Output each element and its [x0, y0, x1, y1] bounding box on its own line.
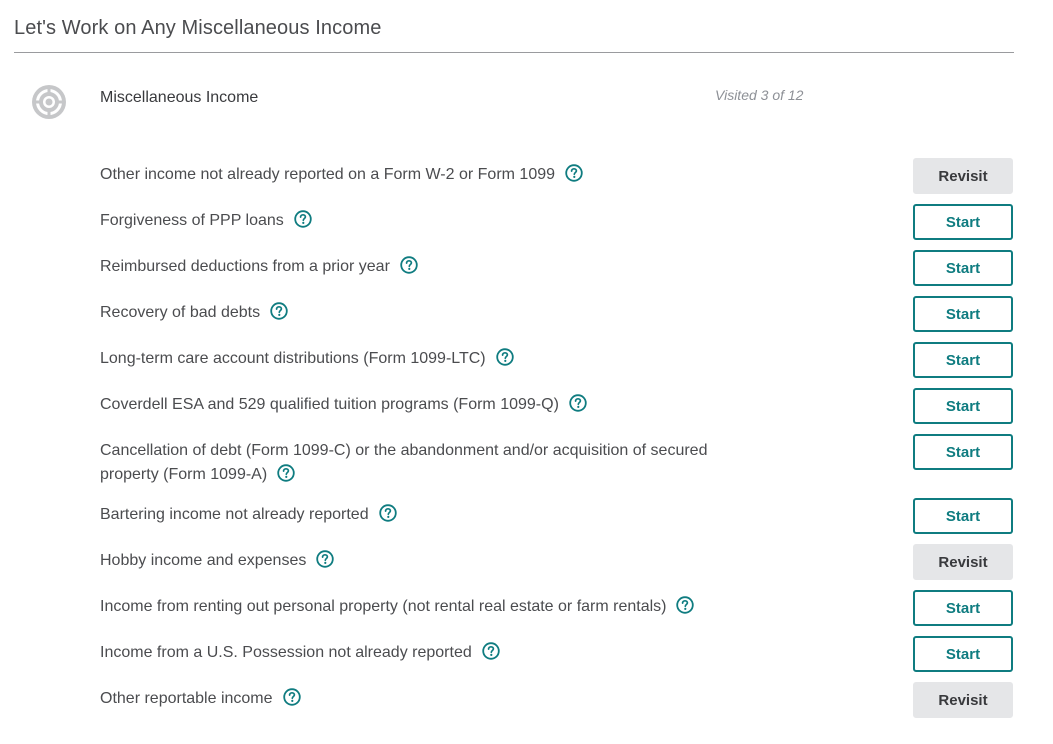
start-button[interactable]: Start: [913, 636, 1013, 672]
revisit-button[interactable]: Revisit: [913, 682, 1013, 718]
revisit-button[interactable]: Revisit: [913, 158, 1013, 194]
income-item-label: [100, 209, 740, 233]
income-item-text: Cancellation of debt (Form 1099-C) or the abandonment and/or acquisition of secured: [100, 442, 708, 459]
question-circle-icon[interactable]: [496, 348, 514, 366]
income-item-text: Reimbursed deductions from a prior year: [100, 258, 390, 275]
start-button[interactable]: Start: [913, 296, 1013, 332]
income-item-label: [100, 439, 740, 487]
income-item-label: [100, 549, 740, 573]
start-button[interactable]: Start: [913, 498, 1013, 534]
question-circle-icon[interactable]: [676, 596, 694, 614]
question-circle-icon[interactable]: [569, 394, 587, 412]
visited-progress: Visited 3 of 12: [715, 87, 804, 103]
income-item-label: [100, 163, 740, 187]
income-item-text: Hobby income and expenses: [100, 552, 307, 569]
income-item-label: [100, 641, 740, 665]
start-button[interactable]: Start: [913, 388, 1013, 424]
income-item-label: [100, 393, 740, 417]
income-item-text: Income from a U.S. Possession not already reported: [100, 644, 472, 661]
question-circle-icon[interactable]: [482, 642, 500, 660]
income-item-text: Forgiveness of PPP loans: [100, 212, 284, 229]
revisit-button[interactable]: Revisit: [913, 544, 1013, 580]
start-button[interactable]: Start: [913, 434, 1013, 470]
income-item-label: [100, 595, 740, 619]
question-circle-icon[interactable]: [379, 504, 397, 522]
income-item-text: Other income not already reported on a Form W-2 or Form 1099: [100, 166, 556, 183]
question-circle-icon[interactable]: [277, 464, 295, 482]
question-circle-icon[interactable]: [283, 688, 301, 706]
question-circle-icon[interactable]: [294, 210, 312, 228]
start-button[interactable]: Start: [913, 590, 1013, 626]
start-button[interactable]: Start: [913, 204, 1013, 240]
income-item-text: Other reportable income: [100, 690, 273, 707]
question-circle-icon[interactable]: [400, 256, 418, 274]
page-title: Let's Work on Any Miscellaneous Income: [14, 17, 382, 39]
income-item-label: [100, 255, 740, 279]
income-item-text-line2: property (Form 1099-A): [100, 466, 268, 483]
income-item-text: Long-term care account distributions (Form 1099-LTC): [100, 350, 486, 367]
start-button[interactable]: Start: [913, 342, 1013, 378]
coin-circle-icon: [31, 84, 67, 120]
question-circle-icon[interactable]: [270, 302, 288, 320]
income-item-text: Recovery of bad debts: [100, 304, 261, 321]
title-divider: [14, 52, 1014, 53]
income-item-text: Income from renting out personal property (not rental real estate or farm rentals): [100, 598, 667, 615]
question-circle-icon[interactable]: [316, 550, 334, 568]
income-item-label: [100, 687, 740, 711]
income-item-text: Coverdell ESA and 529 qualified tuition programs (Form 1099-Q): [100, 396, 559, 413]
question-circle-icon[interactable]: [565, 164, 583, 182]
section-title: Miscellaneous Income: [100, 89, 259, 106]
start-button[interactable]: Start: [913, 250, 1013, 286]
income-item-label: [100, 301, 740, 325]
income-item-text: Bartering income not already reported: [100, 506, 369, 523]
income-item-label: [100, 503, 740, 527]
income-item-label: [100, 347, 740, 371]
